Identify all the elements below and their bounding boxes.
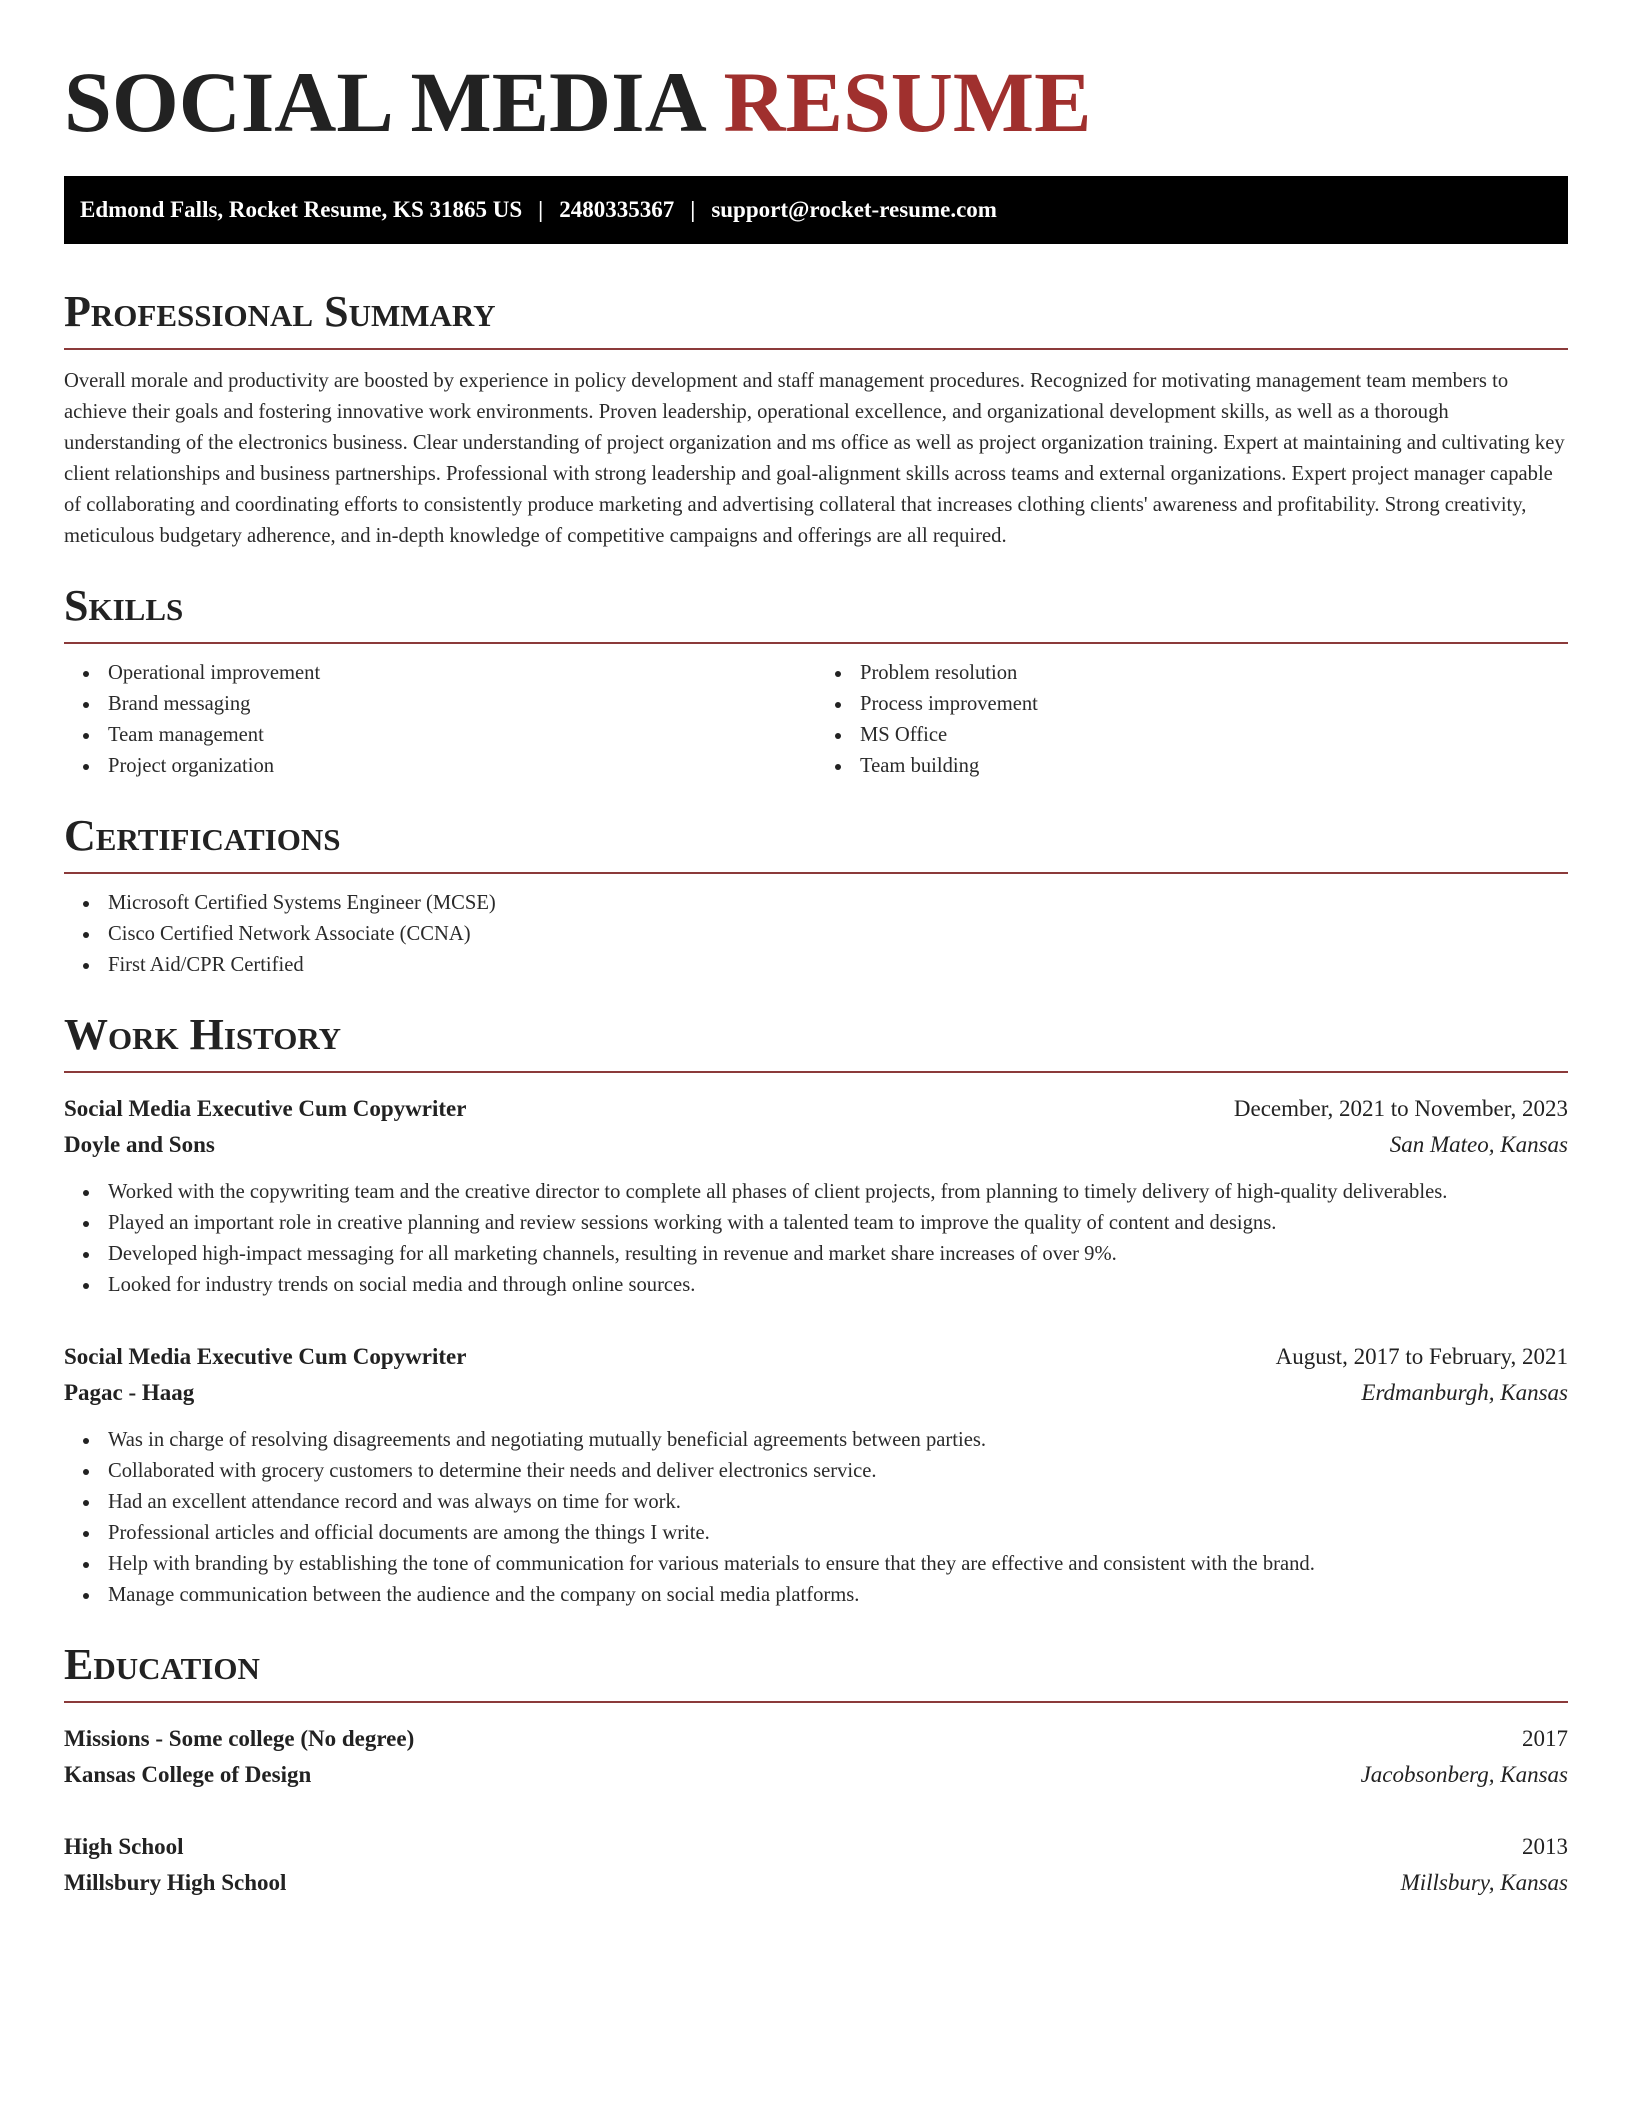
list-item: Cisco Certified Network Associate (CCNA): [108, 919, 1568, 950]
list-item: Developed high-impact messaging for all marketing channels, resulting in revenue and market share increases of over 9%.: [108, 1239, 1568, 1270]
education-degree: High School: [64, 1834, 184, 1859]
job-company-row: [64, 1375, 1568, 1411]
job-title-row: [64, 1091, 1568, 1127]
education-year: 2013: [1522, 1834, 1568, 1859]
certifications-list: [64, 888, 1568, 981]
list-item: First Aid/CPR Certified: [108, 950, 1568, 981]
list-item: Was in charge of resolving disagreements and negotiating mutually beneficial agreements between parties.: [108, 1425, 1568, 1456]
contact-bar: [64, 176, 1568, 244]
skills-list-right: [816, 658, 1568, 782]
summary-text: Overall morale and productivity are boosted by experience in policy development and staff management procedures. Recognized for motivating management team members to achieve their goals and fostering innovative work environments. Proven leadership, operational excellence, and organizational development skills, as well as a thorough understanding of the electronics business. Clear understanding of project organization and ms office as well as project organization training. Expert at maintaining and cultivating key client relationships and business partnerships. Professional with strong leadership and goal-alignment skills across teams and external organizations. Expert project manager capable of collaborating and coordinating efforts to consistently produce marketing and advertising collateral that increases clothing clients' awareness and profitability. Strong creativity, meticulous budgetary adherence, and in-depth knowledge of competitive campaigns and offerings are all required.: [64, 370, 1565, 547]
list-item: Played an important role in creative planning and review sessions working with a talented team to improve the quality of content and designs.: [108, 1208, 1568, 1239]
education-entry: [64, 1829, 1568, 1901]
list-item: Microsoft Certified Systems Engineer (MCSE): [108, 888, 1568, 919]
job-location: San Mateo, Kansas: [1389, 1132, 1568, 1157]
summary-section: [64, 288, 1568, 552]
job-bullets: [64, 1425, 1568, 1611]
job-location: Erdmanburgh, Kansas: [1361, 1380, 1568, 1405]
job-bullets: [64, 1177, 1568, 1301]
education-location: Millsbury, Kansas: [1400, 1870, 1568, 1895]
education-school: Millsbury High School: [64, 1870, 287, 1895]
education-degree: Missions - Some college (No degree): [64, 1726, 415, 1751]
list-item: Had an excellent attendance record and was always on time for work.: [108, 1487, 1568, 1518]
contact-email: support@rocket-resume.com: [711, 197, 997, 222]
job-dates: December, 2021 to November, 2023: [1233, 1096, 1568, 1121]
job-entry: [64, 1339, 1568, 1611]
summary-heading: Professional Summary: [64, 288, 1568, 350]
title-accent: RESUME: [723, 54, 1092, 150]
certifications-heading: Certifications: [64, 812, 1568, 874]
job-entry: [64, 1091, 1568, 1301]
education-school: Kansas College of Design: [64, 1762, 312, 1787]
list-item: MS Office: [860, 720, 1568, 751]
skills-heading: Skills: [64, 582, 1568, 644]
education-section: [64, 1641, 1568, 1901]
certifications-section: [64, 812, 1568, 981]
list-item: Help with branding by establishing the tone of communication for various materials to ensure that they are effective and consistent with the brand.: [108, 1549, 1568, 1580]
education-degree-row: [64, 1721, 1568, 1757]
contact-address: Edmond Falls, Rocket Resume, KS 31865 US: [80, 197, 523, 222]
job-company-row: [64, 1127, 1568, 1163]
list-item: Project organization: [108, 751, 816, 782]
resume-title: [64, 52, 1568, 152]
work-heading: Work History: [64, 1011, 1568, 1073]
job-company: Doyle and Sons: [64, 1132, 215, 1157]
list-item: Collaborated with grocery customers to determine their needs and deliver electronics service.: [108, 1456, 1568, 1487]
list-item: Process improvement: [860, 689, 1568, 720]
list-item: Professional articles and official documents are among the things I write.: [108, 1518, 1568, 1549]
education-school-row: [64, 1865, 1568, 1901]
job-title: Social Media Executive Cum Copywriter: [64, 1344, 467, 1369]
skills-grid: [64, 658, 1568, 782]
education-year: 2017: [1522, 1726, 1568, 1751]
contact-separator: |: [538, 197, 544, 222]
list-item: Brand messaging: [108, 689, 816, 720]
education-entry: [64, 1721, 1568, 1793]
list-item: Team management: [108, 720, 816, 751]
education-location: Jacobsonberg, Kansas: [1360, 1762, 1568, 1787]
list-item: Problem resolution: [860, 658, 1568, 689]
job-dates: August, 2017 to February, 2021: [1275, 1344, 1568, 1369]
skills-section: [64, 582, 1568, 782]
education-degree-row: [64, 1829, 1568, 1865]
work-section: [64, 1011, 1568, 1611]
list-item: Manage communication between the audience and the company on social media platforms.: [108, 1580, 1568, 1611]
contact-phone: 2480335367: [559, 197, 675, 222]
job-title-row: [64, 1339, 1568, 1375]
list-item: Looked for industry trends on social media and through online sources.: [108, 1270, 1568, 1301]
contact-separator: |: [690, 197, 696, 222]
job-title: Social Media Executive Cum Copywriter: [64, 1096, 467, 1121]
list-item: Team building: [860, 751, 1568, 782]
education-school-row: [64, 1757, 1568, 1793]
title-main: SOCIAL MEDIA: [64, 54, 702, 150]
list-item: Worked with the copywriting team and the creative director to complete all phases of client projects, from planning to timely delivery of high-quality deliverables.: [108, 1177, 1568, 1208]
skills-list-left: [64, 658, 816, 782]
job-company: Pagac - Haag: [64, 1380, 195, 1405]
education-heading: Education: [64, 1641, 1568, 1703]
list-item: Operational improvement: [108, 658, 816, 689]
